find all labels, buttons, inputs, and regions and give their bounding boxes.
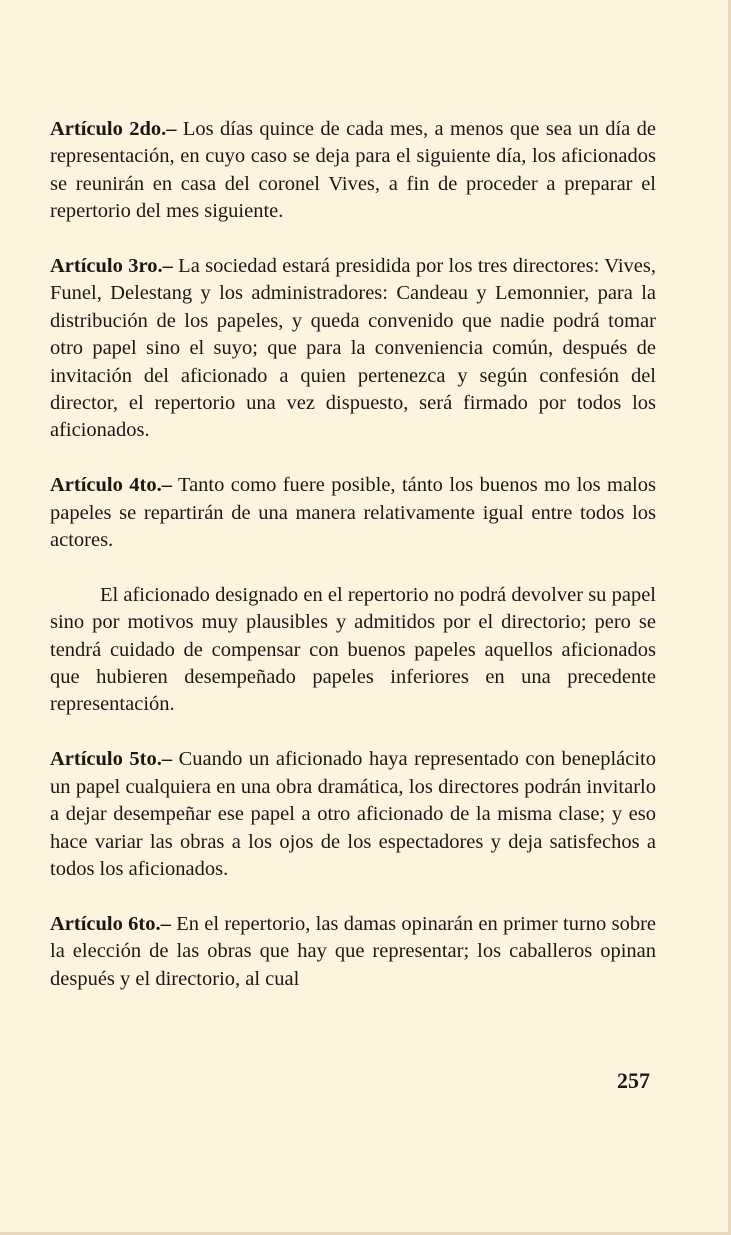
article-5-paragraph (50, 746, 656, 883)
page-number: 257 (617, 1068, 650, 1093)
article-3-paragraph (50, 253, 656, 445)
article-6-paragraph (50, 911, 656, 993)
article-3-text: La sociedad estará presidida por los tres directores: Vives, Funel, Delestang y los administradores: Candeau y Lemonnier, para la distribución de los papeles, y queda convenido que nadie podrá tomar otro papel sino el suyo; que para la conveniencia común, después de invitación del aficionado a quien pertenezca y según confesión del director, el repertorio una vez dispuesto, será firmado por todos los aficionados. (50, 255, 656, 442)
article-4-continuation-paragraph (50, 582, 656, 719)
article-6-text: En el repertorio, las damas opinarán en primer turno sobre la elección de las obras que hay que representar; los caballeros opinan después y el directorio, al cual (50, 912, 657, 990)
page-body (50, 116, 656, 1020)
article-2-text: Los días quince de cada mes, a menos que sea un día de representación, en cuyo caso se deja para el siguiente día, los aficionados se reunirán en casa del coronel Vives, a fin de proceder a preparar el repertorio del mes siguiente. (50, 118, 656, 223)
article-3-heading: Artículo 3ro.– (50, 255, 173, 278)
article-5-text: Cuando un aficionado haya representado con beneplácito un papel cualquiera en una obra dramática, los directores podrán invitarlo a dejar desempeñar ese papel a otro aficionado de la misma clase; y eso hace variar las obras a los ojos de los espectadores y deja satisfechos a todos los aficionados. (50, 748, 656, 880)
article-4-heading: Artículo 4to.– (50, 474, 172, 497)
article-5-heading: Artículo 5to.– (50, 748, 173, 771)
article-4-continuation-text: El aficionado designado en el repertorio no podrá devolver su papel sino por motivos muy plausibles y admitidos por el directorio; pero se tendrá cuidado de compensar con buenos papeles aquellos aficionados que hubieren desempeñado papeles inferiores en una precedente representación. (50, 583, 656, 716)
article-2-heading: Artículo 2do.– (50, 118, 177, 140)
article-2-paragraph (50, 116, 656, 226)
article-6-heading: Artículo 6to.– (50, 912, 171, 935)
article-4-text: Tanto como fuere posible, tánto los buenos mo los malos papeles se repartirán de una manera relativamente igual entre todos los actores. (50, 474, 656, 552)
article-4-paragraph (50, 472, 656, 554)
